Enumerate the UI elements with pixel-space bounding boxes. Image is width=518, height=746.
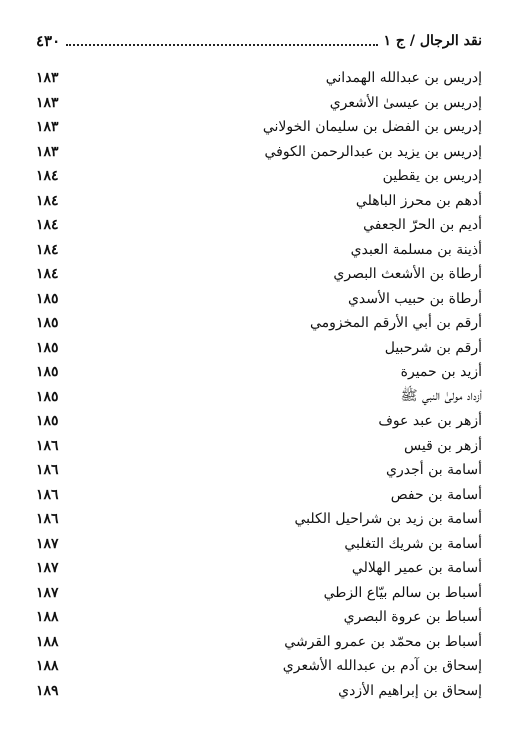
running-header	[36, 30, 482, 52]
index-entry	[36, 581, 482, 606]
entry-name: أسامة بن شريك التغلبي	[344, 535, 482, 552]
entry-page-number: ١٨٣	[36, 119, 59, 136]
entry-page-number: ١٨٨	[36, 658, 59, 675]
entry-page-number: ١٨٥	[36, 315, 59, 332]
index-entry	[36, 605, 482, 630]
entry-page-number: ١٨٥	[36, 388, 59, 405]
entry-page-number: ١٨٣	[36, 94, 59, 111]
entry-page-number: ١٨٤	[36, 241, 59, 258]
index-entry	[36, 532, 482, 557]
entry-name: أرقم بن أبي الأرقم المخزومي	[309, 315, 482, 332]
entry-name: إدريس بن يقطين	[382, 168, 482, 185]
page-number: ٤٣٠	[36, 32, 61, 50]
dotted-leader	[66, 44, 377, 46]
entry-page-number: ١٨٥	[36, 364, 59, 381]
entry-name: أديم بن الحرّ الجعفي	[363, 217, 482, 234]
entry-page-number: ١٨٦	[36, 511, 59, 528]
entry-name: إدريس بن عيسىٰ الأشعري	[329, 94, 482, 111]
entry-name: أسباط بن عروة البصري	[343, 609, 482, 626]
entry-page-number: ١٨٦	[36, 462, 59, 479]
index-entry	[36, 213, 482, 238]
entry-name: أرقم بن شرحبيل	[384, 339, 482, 356]
entry-name: أسامة بن عمير الهلالي	[351, 560, 482, 577]
index-entry	[36, 434, 482, 459]
index-entry	[36, 311, 482, 336]
entry-page-number: ١٨٤	[36, 192, 59, 209]
entry-page-number: ١٨٤	[36, 168, 59, 185]
entry-page-number: ١٨٤	[36, 266, 59, 283]
entry-name: أزهر بن عبد عوف	[378, 413, 482, 430]
entry-name: أسباط بن محمّد بن عمرو القرشي	[284, 633, 482, 650]
entry-name: أرطاة بن الأشعث البصري	[333, 266, 482, 283]
index-entry	[36, 360, 482, 385]
index-entry	[36, 458, 482, 483]
index-entry	[36, 654, 482, 679]
entry-name: إدريس بن الفضل بن سليمان الخولاني	[262, 119, 482, 136]
entry-page-number: ١٨٣	[36, 143, 59, 160]
index-entry	[36, 630, 482, 655]
entry-name: إسحاق بن آدم بن عبدالله الأشعري	[282, 658, 482, 675]
entry-page-number: ١٨٥	[36, 413, 59, 430]
entry-page-number: ١٨٨	[36, 633, 59, 650]
entry-name: أزهر بن قيس	[404, 437, 482, 454]
entry-name: أزداد مولىٰ النبي ﷺ	[400, 387, 482, 404]
index-entry	[36, 66, 482, 91]
entry-name: أسامة بن أجدري	[386, 462, 482, 479]
index-entry	[36, 556, 482, 581]
entry-name: أدهم بن محرز الباهلي	[355, 192, 482, 209]
entry-page-number: ١٨٤	[36, 217, 59, 234]
entry-name: إسحاق بن إبراهيم الأزدي	[338, 682, 482, 699]
index-list	[36, 66, 482, 703]
entry-name: أسباط بن سالم بيّاع الزطي	[323, 584, 482, 601]
index-entry	[36, 483, 482, 508]
entry-page-number: ١٨٣	[36, 70, 59, 87]
index-entry	[36, 262, 482, 287]
index-entry	[36, 164, 482, 189]
entry-page-number: ١٨٨	[36, 609, 59, 626]
entry-page-number: ١٨٧	[36, 584, 59, 601]
index-entry	[36, 679, 482, 704]
entry-name: أزيد بن حميرة	[400, 364, 482, 381]
index-entry	[36, 336, 482, 361]
entry-page-number: ١٨٦	[36, 486, 59, 503]
index-entry	[36, 140, 482, 165]
index-entry	[36, 507, 482, 532]
running-title: نقد الرجال / ج ١	[383, 33, 482, 49]
entry-page-number: ١٨٥	[36, 290, 59, 307]
entry-name: أسامة بن زيد بن شراحيل الكلبي	[294, 511, 482, 528]
index-entry	[36, 287, 482, 312]
index-entry	[36, 409, 482, 434]
entry-page-number: ١٨٧	[36, 535, 59, 552]
entry-name: أرطاة بن حبيب الأسدي	[347, 290, 482, 307]
entry-page-number: ١٨٩	[36, 682, 59, 699]
index-entry	[36, 385, 482, 410]
entry-name: إدريس بن يزيد بن عبدالرحمن الكوفي	[264, 143, 482, 160]
entry-name: إدريس بن عبدالله الهمداني	[325, 70, 482, 87]
index-entry	[36, 91, 482, 116]
entry-name: أسامة بن حفص	[390, 486, 482, 503]
entry-page-number: ١٨٥	[36, 339, 59, 356]
index-entry	[36, 115, 482, 140]
index-entry	[36, 189, 482, 214]
index-entry	[36, 238, 482, 263]
entry-page-number: ١٨٧	[36, 560, 59, 577]
entry-name: أذينة بن مسلمة العبدي	[350, 241, 482, 258]
entry-page-number: ١٨٦	[36, 437, 59, 454]
